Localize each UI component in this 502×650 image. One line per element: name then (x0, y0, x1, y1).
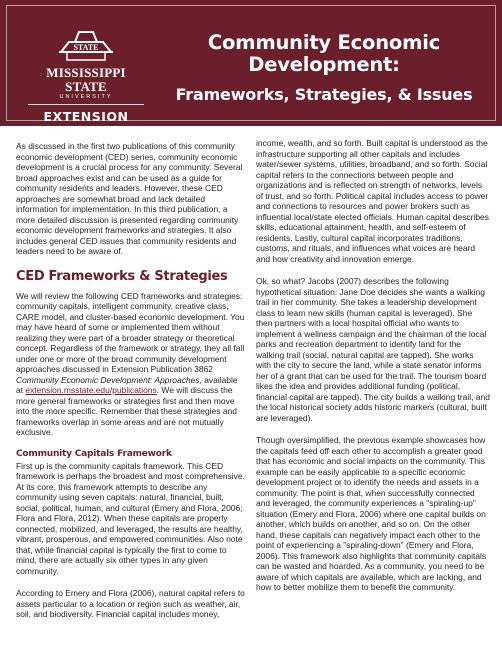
title-line-1: Community Economic (207, 31, 441, 54)
section-heading: CED Frameworks & Strategies (16, 268, 228, 284)
left-column (16, 141, 246, 632)
title-subtitle: Frameworks, Strategies, & Issues (175, 85, 473, 104)
logo-divider (28, 104, 144, 105)
intro-paragraph: As discussed in the first two publications of this community economic development (CED) series, community economic development is a crucial process for any community. Several broad approaches exist and can be used as a guide for community residents and leaders. However, these CED approaches are somewhat broad and lack detailed information for implementation. In this third publication, a more detailed discussion is presented regarding community economic development frameworks and strategies. It also includes general CED issues that community residents and leaders need to be aware of. (16, 141, 243, 256)
capitals-definitions-paragraph: income, wealth, and so forth. Built capital is understood as the infrastructure supporting all other capitals and includes water/sewer systems, utilities, broadband, and so forth. Social capital refers to the connections between people and organizations and is reflected on strength of networks, levels of trust, and so forth. Political capital includes access to power and connections to resources and power brokers such as influential local/state elected officials. Human capital describes skills, educational attainment, health, and self-esteem of residents. Lastly, cultural capital incorporates traditions, customs, and rituals, and influences what voices are heard and how creativity and innovation emerge. (256, 138, 489, 264)
capitals-paragraph-1: First up is the community capitals framework. This CED framework is perhaps the broadest and most comprehensive. At its core, this framework attempts to describe any community using seven capitals: natural, financial, built, social, political, human, and cultural (Emery and Flora, 2006; Flora and Flora, 2012). When these capitals are properly connected, mobilized, and leveraged, the results are healthy, vibrant, prosperous, and empowered communities. Also note that, while financial capital is typically the first to come to mind, there are actually six other types in any given community. (16, 460, 245, 576)
logo-university-name: MISSISSIPPI STATE (46, 65, 126, 94)
spiraling-paragraph: Though oversimplified, the previous example showcases how the capitals feed off each other to accomplish a greater good that has economic and social impacts on the community. This example can be easily applicable to a specific economic development project or to identify the needs and assets in a community. The point is that, when successfully connected and leveraged, the community experiences a "spiraling-up" situation (Emery and Flora, 2006) where one capital builds on another, which builds on another, and so on. On the other hand, these capitals can negatively impact each other to the point of experiencing a "spiraling-down" (Emery and Flora, 2006). This framework also highlights that community capitals can be wasted and hoarded. As a community, you need to be aware of which capitals are available, which are lacking, and how to better mobilize them to benefit the community. (256, 435, 487, 592)
logo-university-sub: UNIVERSITY (59, 94, 113, 100)
frameworks-text-2: , available at (16, 374, 238, 395)
frameworks-paragraph (16, 291, 246, 438)
logo-extension: EXTENSION (43, 109, 129, 124)
right-column (256, 138, 490, 605)
msu-shield-icon (57, 30, 115, 64)
document-title (174, 32, 474, 106)
subheading-community-capitals: Community Capitals Framework (16, 448, 172, 459)
frameworks-text-1: We will review the following CED frameworks and strategies: community capitals, intelligent community, creative class, CARE model, and cluster-based economic development. You may have heard of some or implemented them without realizing they were part of a broader strategy or theoretical concept. Regardless of the framework or strategy, they all fall under one or more of the broad community development approaches discussed in Extension Publication 3862 (16, 290, 245, 374)
capitals-paragraph-2: According to Emery and Flora (2006), natural capital refers to assets particular to a location or region such as weather, air, soil, and biodiversity. Financial capital includes money, (16, 588, 245, 619)
publication-title: Community Economic Development: Approaches (16, 374, 200, 385)
title-line-2: Development: (248, 53, 400, 76)
msu-extension-logo (26, 30, 146, 122)
frameworks-text-3: . We will discuss the more general frameworks or strategies first and then move into the more specific. Remember that these strategies and frameworks overlap in some areas and are not mutually exclusive. (16, 385, 237, 437)
publications-link[interactable]: extension.msstate.edu/publications (25, 385, 157, 395)
example-paragraph: Ok, so what? Jacobs (2007) describes the following hypothetical situation: Jane Doe decides she wants a walking trail in her community. She takes a leadership development class to learn new skills (human capital is leveraged). She then partners with a local hospital official who wants to implement a wellness campaign and the chairman of the local parks and recreation department to identify land for the walking trail (social, natural capital are tapped). She works with the city to secure the land, while a state senator informs her of a grant that can be used for the trail. The tourism board likes the idea and provides additional funding (political, financial capital are tapped). The city builds a walking trail, and the local historical society adds historic markers (cultural, built are leveraged). (256, 276, 490, 423)
header-banner (0, 0, 502, 126)
logo-shield-text: STATE (73, 43, 99, 52)
